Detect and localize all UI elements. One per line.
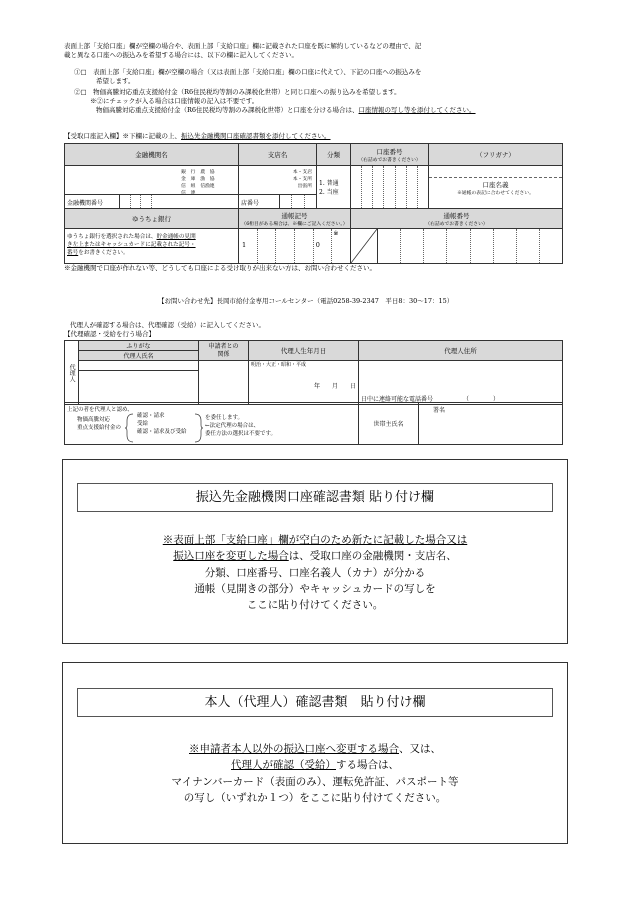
account-type-cell[interactable]: 1. 普通 2. 当座 — [317, 166, 351, 209]
branch-code-boxes[interactable] — [279, 195, 316, 208]
bank-name-cell[interactable]: 銀 行 農 協 金 庫 漁 協 信 組 信漁連 信 連 金融機関番号 — [65, 166, 239, 209]
option-2-line-1[interactable]: ②□ 物価高騰対応重点支援給付金（R6住民税均等割のみ課税化世帯）と同じ口座への振り込みを希望します。 — [74, 88, 401, 96]
birthdate-input[interactable]: 明治・大正・昭和・平成 年 月 日 — [249, 361, 359, 405]
symbol-digit-1: 1 — [242, 241, 247, 249]
id-document-paste-instructions: ※申請者本人以外の振込口座へ変更する場合、又は、 代理人が確認（受給）する場合は、 マイナンバーカード（表面のみ）、運転免許証、パスポート等 の写し（いずれか１つ）をここに貼り付けてください。 — [171, 743, 459, 804]
right-brace — [193, 413, 203, 443]
left-brace — [125, 413, 135, 443]
proxy-heading: 【代理確認・受給を行う場合】 — [64, 330, 155, 338]
account-table — [64, 143, 563, 264]
account-footnote: ※金融機関で口座が作れない等、どうしても口座による受け取りが出来ない方は、お問い合わせください。 — [64, 264, 376, 272]
symbol-extra-mark: ※ — [333, 230, 339, 237]
option-1-line-2: 希望します。 — [96, 77, 135, 85]
symbol-digit-0: 0 — [315, 241, 320, 249]
delegation-table — [64, 402, 563, 445]
id-document-paste-title: 本人（代理人）確認書類 貼り付け欄 — [77, 688, 553, 717]
option-1-line-1[interactable]: ①□ 表面上部「支給口座」欄が空欄の場合（又は表面上部「支給口座」欄の口座に代えて）、下記の口座への振込みを — [74, 68, 422, 76]
passbook-number-boxes[interactable] — [351, 229, 563, 264]
relation-input[interactable] — [199, 361, 249, 405]
proxy-intro: 代理人が確認する場合は、代理確認（受給）に記入してください。 — [70, 321, 265, 329]
furigana-header: ふりがな — [79, 341, 199, 351]
option-both[interactable]: 確認・請求及び受給 — [137, 428, 187, 435]
branch-name-cell[interactable]: 本・支店 本・支所 出張所 店番号 — [239, 166, 317, 209]
account-number-boxes[interactable] — [351, 166, 429, 209]
bank-code-boxes[interactable] — [119, 195, 161, 208]
proxy-table — [64, 340, 563, 405]
branch-name-header: 支店名 — [239, 144, 317, 166]
option-2-line-3: 物価高騰対応重点支援給付金（R6住民税均等割のみ課税化世帯）と口座を分ける場合は、口座情報の写し等を添付してください。 — [96, 106, 476, 114]
yucho-header: ゆうちょ銀行 — [65, 209, 239, 229]
yucho-note-cell: ゆうちょ銀行を選択された場合は、貯金通帳の見開 き左上またはキャッシュカードに記載された記号・ 番号をお書きください。 — [65, 229, 239, 264]
proxy-name-input[interactable] — [79, 371, 199, 405]
intro-line-2: 載と異なる口座への振込みを希望する場合には、以下の欄に記入してください。 — [64, 51, 298, 59]
passbook-number-header: 通帳番号 （右詰めでお書きください） — [351, 209, 563, 229]
furigana-input[interactable] — [79, 361, 199, 371]
account-section-heading: 【受取口座記入欄】※下欄に記載の上、振込先金融機関口座確認書類を添付してください。 — [64, 132, 331, 140]
householder-label: 世帯主氏名 — [359, 403, 419, 445]
option-confirm-request[interactable]: 確認・請求 — [137, 413, 165, 419]
passbook-symbol-header: 通帳記号 （6桁目がある場合は、※欄にご記入ください。） — [239, 209, 351, 229]
relation-header: 申請者との 関係 — [199, 341, 249, 361]
passbook-symbol-boxes[interactable] — [239, 229, 351, 264]
account-number-header: 口座番号 （右詰めでお書きください） — [351, 144, 429, 166]
intro-line-1: 表面上部「支給口座」欄が空欄の場合や、表面上部「支給口座」欄に記載された口座を既に解約しているなどの理由で、記 — [64, 42, 422, 50]
kana-header: （フリガナ） — [429, 144, 563, 166]
proxy-side-label: 代理人 — [65, 341, 79, 405]
birthdate-header: 代理人生年月日 — [249, 341, 359, 361]
bank-document-paste-instructions: ※表面上部「支給口座」欄が空白のため新たに記載した場合又は 振込口座を変更した場合は、受取口座の金融機関・支店名、 分類、口座番号、口座名義人（カナ）が分かる 通帳（見開きの部分）やキャッシュカードの写しを ここに貼り付けてください。 — [162, 534, 468, 612]
address-input[interactable]: 日中に連絡可能な電話番号 （ ） — [359, 361, 563, 405]
option-2-note: ※②にチェックが入る場合は口座情報の記入は不要です。 — [90, 97, 259, 105]
bank-document-paste-title: 振込先金融機関口座確認書類 貼り付け欄 — [77, 483, 553, 512]
bank-name-header: 金融機関名 — [65, 144, 239, 166]
contact-info: 【お問い合わせ先】長岡市給付金専用コールセンター（電話0258-39-2347 平日8：30～17：15） — [158, 297, 454, 305]
account-holder-cell[interactable]: 口座名義 ※通帳の表記に合わせてください。 — [429, 166, 563, 209]
delegation-text-cell: 上記の者を代理人と認め、 物価高騰対応 重点支援給付金の 確認・請求 受給 確認・請求及び受給 を委任します。 ←法定代理の場合は、 委任方法の選択は不要です。 — [65, 403, 359, 445]
option-receive[interactable]: 受給 — [137, 420, 149, 427]
slash-line — [351, 229, 563, 263]
address-header: 代理人住所 — [359, 341, 563, 361]
proxy-name-header: 代理人氏名 — [79, 351, 199, 361]
account-type-header: 分類 — [317, 144, 351, 166]
signature-cell[interactable]: 署名 — [419, 403, 563, 445]
